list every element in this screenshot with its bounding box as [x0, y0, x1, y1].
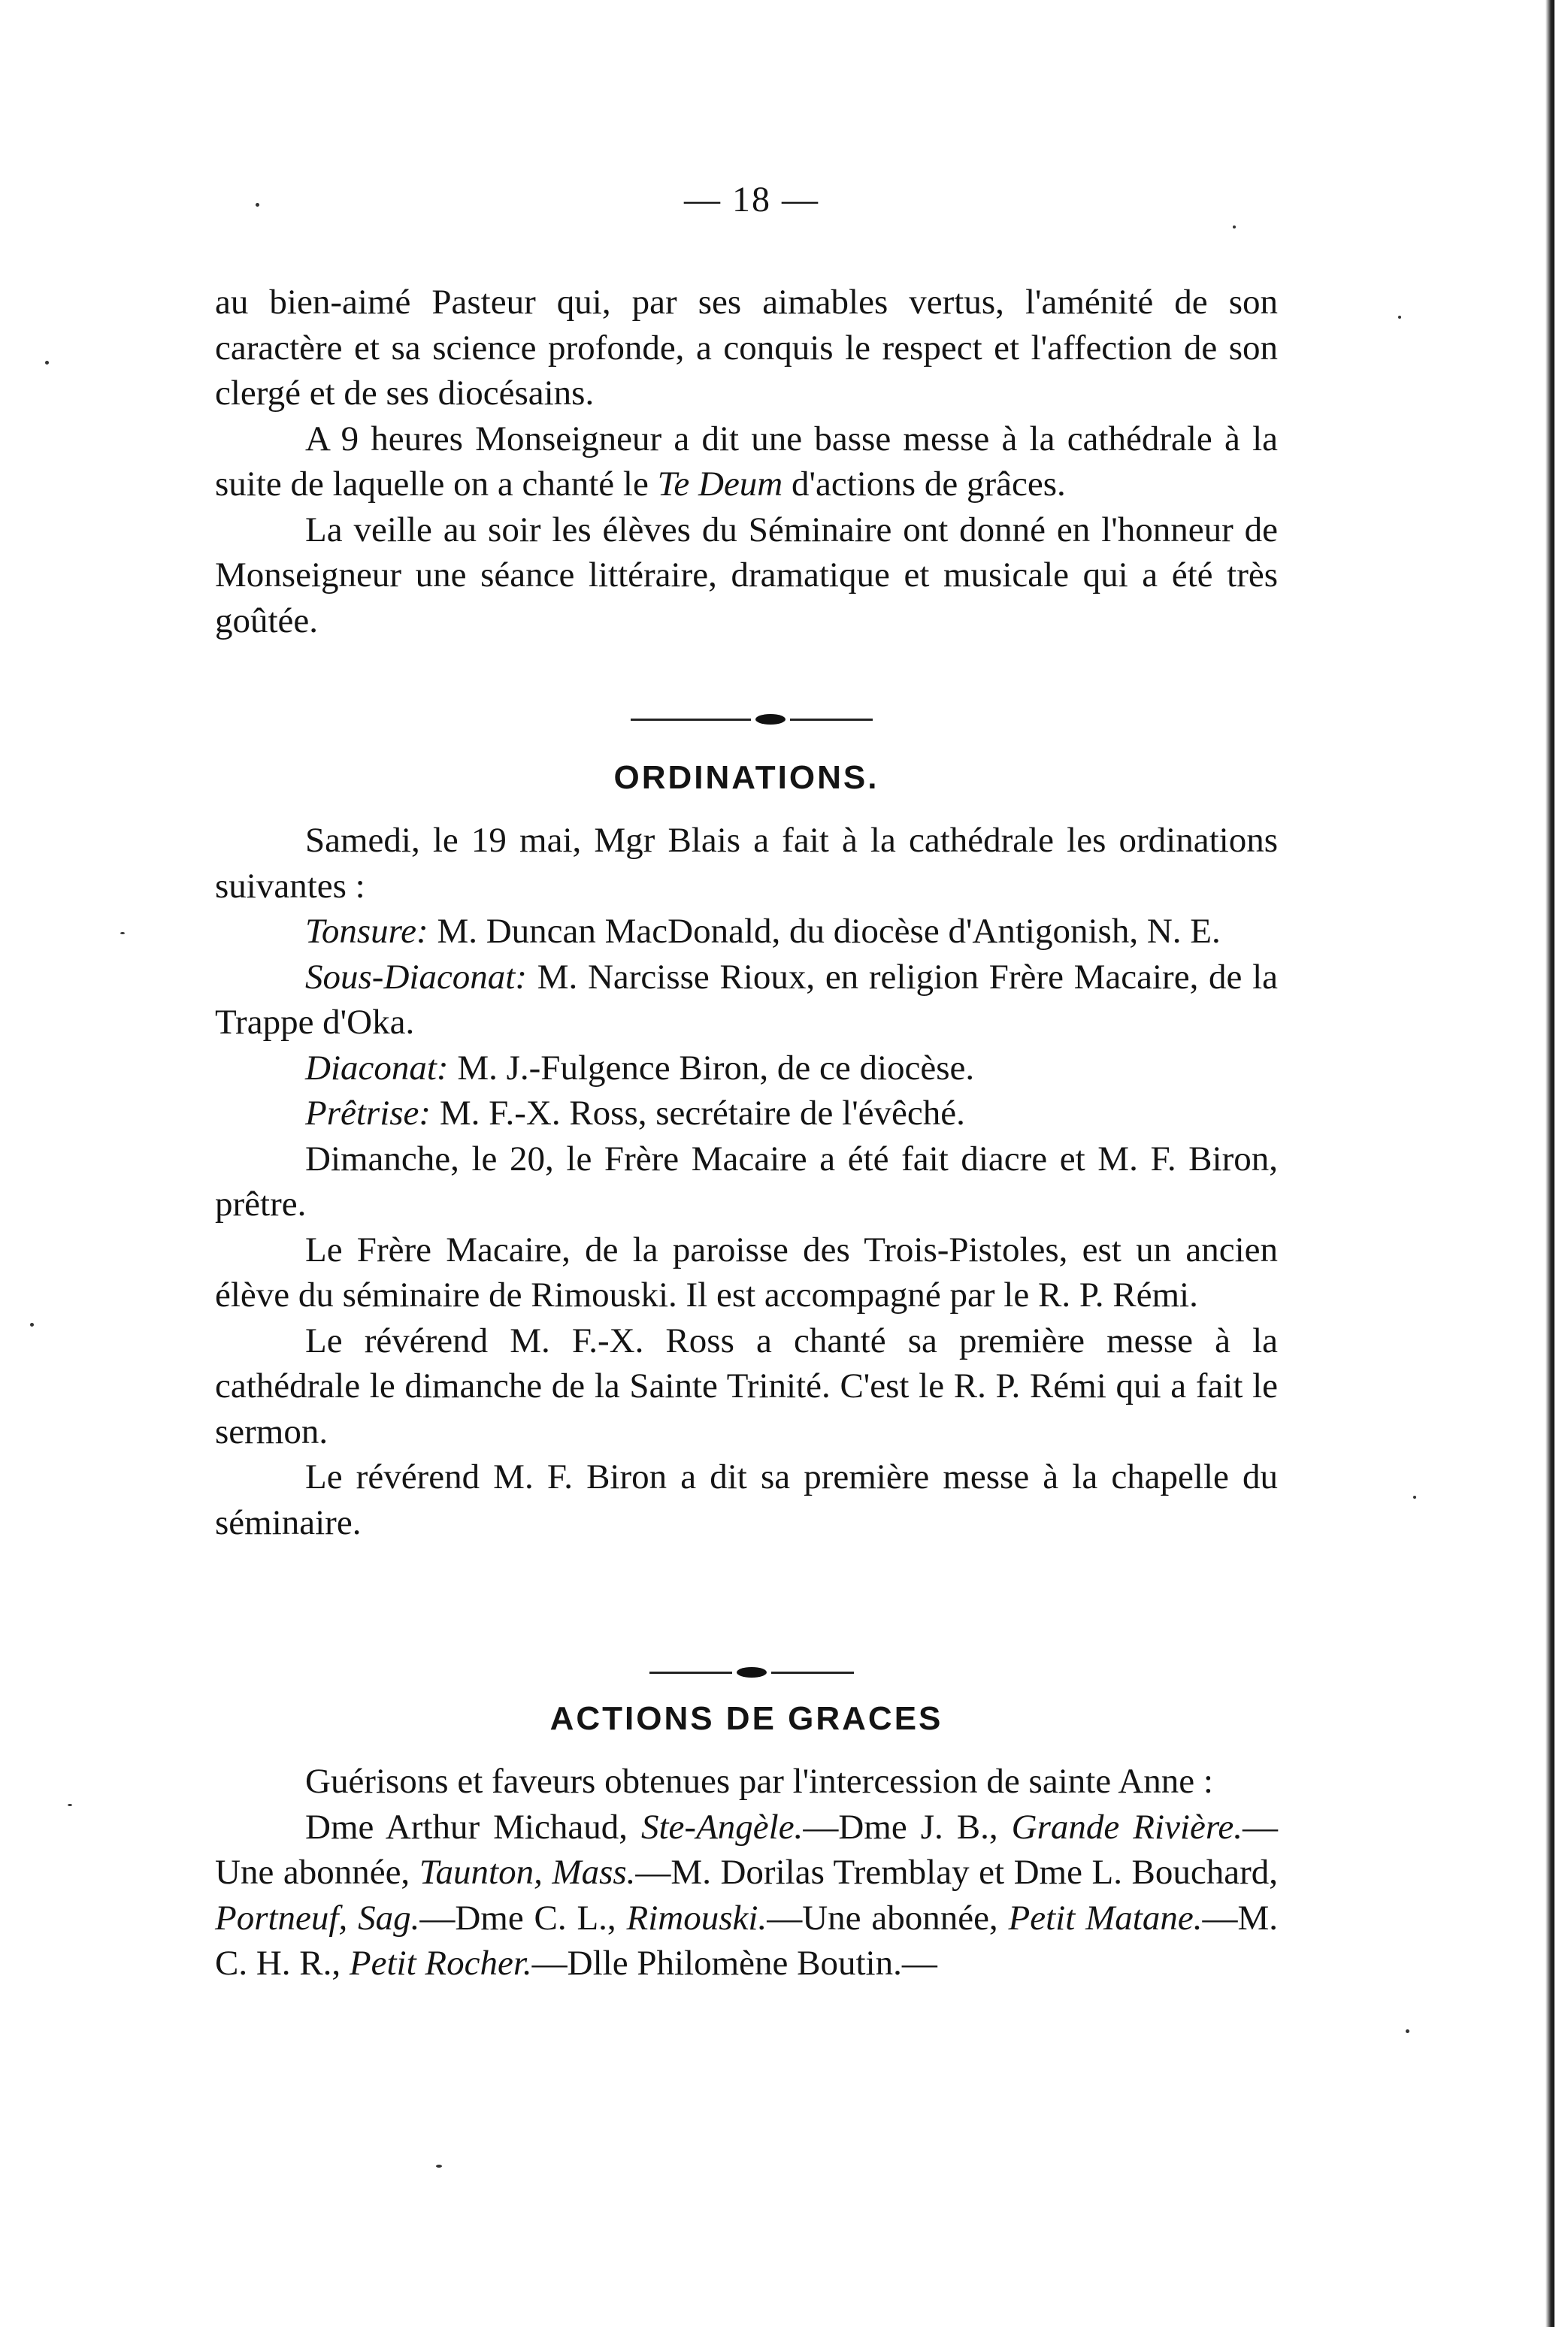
- print-speck: [45, 361, 49, 365]
- intro-text-block: [215, 280, 1278, 643]
- text-run: Guérisons et faveurs obtenues par l'intercession de sainte Anne :: [305, 1762, 1213, 1801]
- text-run: —Une abonnée,: [767, 1898, 1009, 1938]
- paragraph: [215, 1045, 1278, 1091]
- paragraph: [215, 1454, 1278, 1545]
- paragraph: [215, 507, 1278, 644]
- print-speck: [436, 2165, 442, 2168]
- italic-text-run: Te Deum: [657, 464, 783, 504]
- paragraph: [215, 280, 1278, 416]
- text-run: Le révérend M. F. Biron a dit sa première messe à la chapelle du séminaire.: [215, 1457, 1278, 1542]
- paragraph: [215, 1136, 1278, 1227]
- paragraph: [215, 1227, 1278, 1318]
- section-divider: [0, 1667, 1503, 1678]
- paragraph: [215, 1805, 1278, 1987]
- paragraph: [215, 1318, 1278, 1455]
- print-speck: [1233, 225, 1236, 228]
- page-margin: [1554, 0, 1568, 2327]
- text-run: —M. C. H. R.,: [215, 1898, 1278, 1983]
- paragraph: [215, 1759, 1278, 1805]
- text-run: —Une abonnée,: [215, 1807, 1279, 1892]
- page-number: — 18 —: [684, 180, 819, 219]
- text-run: A 9 heures Monseigneur a dit une basse messe à la cathédrale à la suite de laquelle on a chanté le: [215, 419, 1278, 504]
- text-run: au bien-aimé Pasteur qui, par ses aimables vertus, l'aménité de son caractère et sa science profonde, a conquis le respect et l'affection de son clergé et de ses diocésains.: [215, 283, 1278, 413]
- text-run: M. Narcisse Rioux, en religion Frère Macaire, de la Trappe d'Oka.: [215, 957, 1278, 1042]
- text-run: —Dlle Philomène Boutin.—: [531, 1944, 937, 1983]
- actions-de-graces-heading: ACTIONS DE GRACES: [549, 1700, 943, 1737]
- italic-text-run: Portneuf, Sag.: [215, 1898, 420, 1938]
- text-run: d'actions de grâces.: [782, 464, 1066, 504]
- italic-text-run: Taunton, Mass.: [419, 1853, 636, 1892]
- text-run: Samedi, le 19 mai, Mgr Blais a fait à la cathédrale les ordinations suivantes :: [215, 821, 1278, 906]
- page-binding-edge: [1545, 0, 1554, 2327]
- print-speck: [1406, 2029, 1409, 2033]
- italic-text-run: Prêtrise:: [305, 1094, 431, 1133]
- paragraph: [215, 416, 1278, 507]
- italic-text-run: Petit Rocher.: [349, 1944, 532, 1983]
- text-run: M. J.-Fulgence Biron, de ce diocèse.: [448, 1048, 975, 1088]
- text-run: —M. Dorilas Tremblay et Dme L. Bouchard,: [635, 1853, 1278, 1892]
- paragraph: [215, 818, 1278, 909]
- text-run: La veille au soir les élèves du Séminaire ont donné en l'honneur de Monseigneur une séance littéraire, dramatique et musicale qui a été très goûtée.: [215, 510, 1278, 640]
- italic-text-run: Petit Matane.: [1008, 1898, 1203, 1938]
- section-divider: [0, 714, 1503, 725]
- italic-text-run: Grande Rivière.: [1011, 1807, 1243, 1847]
- ordinations-text-block: [215, 818, 1278, 1545]
- print-speck: [68, 1804, 72, 1806]
- text-run: —Dme C. L.,: [419, 1898, 627, 1938]
- print-speck: [1398, 316, 1401, 319]
- italic-text-run: Rimouski.: [626, 1898, 767, 1938]
- italic-text-run: Tonsure:: [305, 912, 428, 951]
- print-speck: [1413, 1496, 1416, 1499]
- paragraph: [215, 1091, 1278, 1136]
- text-run: Dimanche, le 20, le Frère Macaire a été fait diacre et M. F. Biron, prêtre.: [215, 1139, 1278, 1224]
- paragraph: [215, 909, 1278, 955]
- actions-de-graces-text-block: [215, 1759, 1278, 1987]
- italic-text-run: Diaconat:: [305, 1048, 449, 1088]
- text-run: —Dme J. B.,: [803, 1807, 1012, 1847]
- text-run: M. Duncan MacDonald, du diocèse d'Antigonish, N. E.: [428, 912, 1221, 951]
- print-speck: [120, 932, 125, 934]
- italic-text-run: Ste-Angèle.: [641, 1807, 804, 1847]
- text-run: Le Frère Macaire, de la paroisse des Trois-Pistoles, est un ancien élève du séminaire de Rimouski. Il est accompagné par le R. P. Rémi.: [215, 1230, 1278, 1315]
- text-run: Le révérend M. F.-X. Ross a chanté sa première messe à la cathédrale le dimanche de la Sainte Trinité. C'est le R. P. Rémi qui a fait le sermon.: [215, 1321, 1278, 1451]
- ordinations-heading: ORDINATIONS.: [613, 759, 879, 796]
- text-run: M. F.-X. Ross, secrétaire de l'évêché.: [431, 1094, 965, 1133]
- paragraph: [215, 955, 1278, 1045]
- text-run: Dme Arthur Michaud,: [305, 1807, 641, 1847]
- print-speck: [30, 1323, 34, 1327]
- italic-text-run: Sous-Diaconat:: [305, 957, 528, 997]
